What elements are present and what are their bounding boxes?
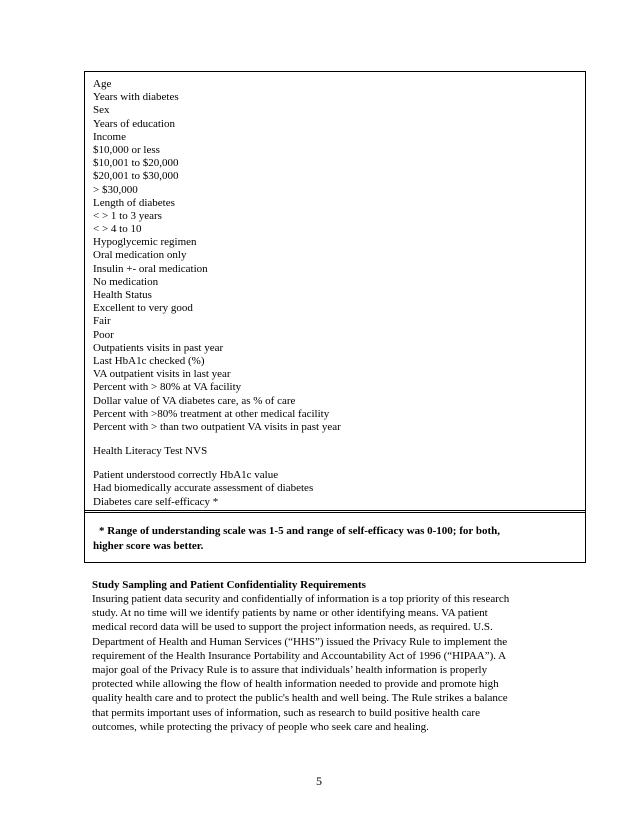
paragraph-line: outcomes, while protecting the privacy of people who seek care and healing. (92, 720, 429, 733)
paragraph-line: protected while allowing the flow of health information needed to provide and promote high (92, 678, 499, 691)
paragraph-line: study. At no time will we identify patients by name or other identifying means. VA patient (92, 607, 488, 620)
table-row: No medication (93, 275, 159, 288)
table-row: Outpatients visits in past year (93, 341, 224, 354)
table-row: VA outpatient visits in last year (93, 368, 231, 381)
table-row: Percent with > than two outpatient VA visits in past year (93, 420, 341, 433)
table-row: Patient understood correctly HbA1c value (93, 469, 279, 482)
table-divider (85, 512, 585, 513)
paragraph-line: major goal of the Privacy Rule is to assure that individuals’ health information is properly (92, 664, 488, 677)
table-row: Diabetes care self-efficacy * (93, 495, 219, 508)
table-row: Sex (93, 104, 110, 117)
table-row: Years of education (93, 117, 175, 130)
table-row: Last HbA1c checked (%) (93, 354, 205, 367)
table-row: $10,001 to $20,000 (93, 157, 179, 170)
table-row: < > 4 to 10 (93, 223, 142, 236)
table-footnote (93, 524, 583, 553)
paragraph-line: requirement of the Health Insurance Portability and Accountability Act of 1996 (“HIPAA”). A (92, 649, 507, 662)
table-row: $20,001 to $30,000 (93, 170, 179, 183)
table-row: Income (93, 130, 126, 143)
table-row: Excellent to very good (93, 302, 193, 315)
table-row: Oral medication only (93, 249, 187, 262)
table-row: Poor (93, 328, 114, 341)
table-row: Dollar value of VA diabetes care, as % of care (93, 394, 296, 407)
table-row: Insulin +- oral medication (93, 262, 208, 275)
table-row: Length of diabetes (93, 196, 175, 209)
table-row: > $30,000 (93, 183, 138, 196)
table-row: Percent with >80% treatment at other medical facility (93, 407, 330, 420)
section-title: Study Sampling and Patient Confidentiality Requirements (92, 579, 366, 591)
page-number: 5 (316, 774, 322, 788)
paragraph-line: Insuring patient data security and confidentially of information is a top priority of this research (92, 593, 510, 605)
confidentiality-section (92, 578, 552, 734)
footnote-line: * Range of understanding scale was 1-5 and range of self-efficacy was 0-100; for both, (99, 525, 500, 537)
table-spacer (93, 434, 573, 445)
table-row: $10,000 or less (93, 143, 160, 156)
table-row: < > 1 to 3 years (93, 209, 162, 222)
table-row: Hypoglycemic regimen (93, 236, 197, 249)
table-row: Health Status (93, 289, 152, 301)
table-row: Age (93, 78, 112, 90)
table-row: Years with diabetes (93, 91, 179, 104)
paragraph-line: that permits important uses of information, such as research to build positive health care (92, 706, 480, 719)
footnote-line: higher score was better. (93, 539, 204, 552)
table-row: Fair (93, 315, 111, 328)
table-divider (85, 510, 585, 511)
variables-list (93, 78, 573, 509)
variables-table (84, 71, 586, 563)
paragraph-line: Department of Health and Human Services (“HHS”) issued the Privacy Rule to implement the (92, 635, 508, 648)
paragraph-line: quality health care and to protect the public's health and well being. The Rule strikes a balance (92, 692, 508, 705)
table-row: Health Literacy Test NVS (93, 445, 208, 458)
table-row: Percent with > 80% at VA facility (93, 381, 242, 394)
table-row: Had biomedically accurate assessment of diabetes (93, 482, 314, 495)
table-spacer (93, 458, 573, 469)
paragraph-line: medical record data will be used to support the project information needs, as required. U.S. (92, 621, 493, 634)
